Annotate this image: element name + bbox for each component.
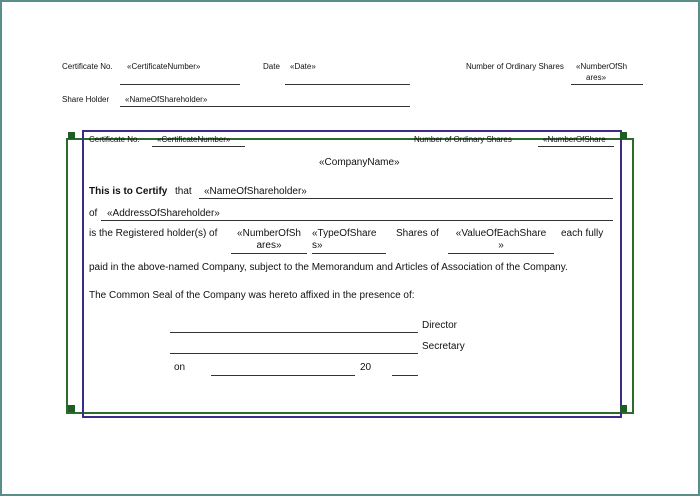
corner-ornament-top-right <box>620 132 627 139</box>
registered-text: is the Registered holder(s) of <box>89 228 218 239</box>
top-cert-no-value: «CertificateNumber» <box>127 62 201 71</box>
address: «AddressOfShareholder» <box>107 208 220 219</box>
shares-of-text: Shares of <box>396 228 439 239</box>
cert-shares-value: «NumberOfShare <box>543 135 606 144</box>
certify-that-text: that <box>175 186 192 197</box>
cert-no-underline <box>152 146 245 147</box>
top-holder-value: «NameOfShareholder» <box>125 95 208 104</box>
each-fully-text: each fully <box>561 228 604 239</box>
type-share-line-2: s» <box>312 240 323 251</box>
top-holder-underline <box>120 106 410 107</box>
type-share-line-1: «TypeOfShare <box>312 228 377 239</box>
secretary-signature-line <box>170 353 418 354</box>
top-date-label: Date <box>263 62 280 71</box>
value-each-line-1: «ValueOfEachShare <box>455 228 547 239</box>
value-each-line-2: » <box>498 240 504 251</box>
corner-ornament-top-left <box>68 132 75 139</box>
corner-ornament-bottom-left <box>68 405 75 412</box>
num-shares-underline <box>231 253 307 254</box>
year-prefix: 20 <box>360 362 372 373</box>
year-line <box>392 375 418 376</box>
top-shares-underline <box>571 84 643 85</box>
certify-bold-text: This is to Certify <box>89 186 168 197</box>
date-day-line <box>211 375 355 376</box>
corner-ornament-bottom-right <box>620 405 627 412</box>
secretary-label: Secretary <box>422 341 465 352</box>
value-each-underline <box>448 253 554 254</box>
address-underline <box>101 220 613 221</box>
cert-shares-label: Number of Ordinary Shares <box>414 135 512 144</box>
num-shares-line-2: ares» <box>256 240 282 251</box>
cert-shares-underline <box>538 146 614 147</box>
top-shares-value-2: ares» <box>586 73 607 82</box>
type-share-field <box>312 228 386 252</box>
top-shares-label: Number of Ordinary Shares <box>466 62 564 71</box>
num-shares-line-1: «NumberOfSh <box>237 228 301 239</box>
top-holder-label: Share Holder <box>62 95 110 104</box>
cert-no-label: Certificate No. <box>89 135 140 144</box>
top-date-value: «Date» <box>290 62 316 71</box>
type-share-underline <box>312 253 386 254</box>
top-date-underline <box>285 84 410 85</box>
top-shares-value-1: «NumberOfSh <box>576 62 628 71</box>
director-label: Director <box>422 320 458 331</box>
holder-name-underline <box>199 198 613 199</box>
holder-name: «NameOfShareholder» <box>204 186 307 197</box>
seal-text: The Common Seal of the Company was hereto affixed in the presence of: <box>89 290 415 301</box>
paid-text: paid in the above-named Company, subject to the Memorandum and Articles of Association of the Company. <box>89 262 568 273</box>
num-shares-field <box>231 228 307 252</box>
top-cert-no-label: Certificate No. <box>62 62 113 71</box>
value-each-field <box>448 228 554 252</box>
of-label: of <box>89 208 98 219</box>
on-label: on <box>174 362 186 373</box>
company-name: «CompanyName» <box>319 157 400 168</box>
top-cert-no-underline <box>120 84 240 85</box>
cert-no-value: «CertificateNumber» <box>157 135 231 144</box>
director-signature-line <box>170 332 418 333</box>
